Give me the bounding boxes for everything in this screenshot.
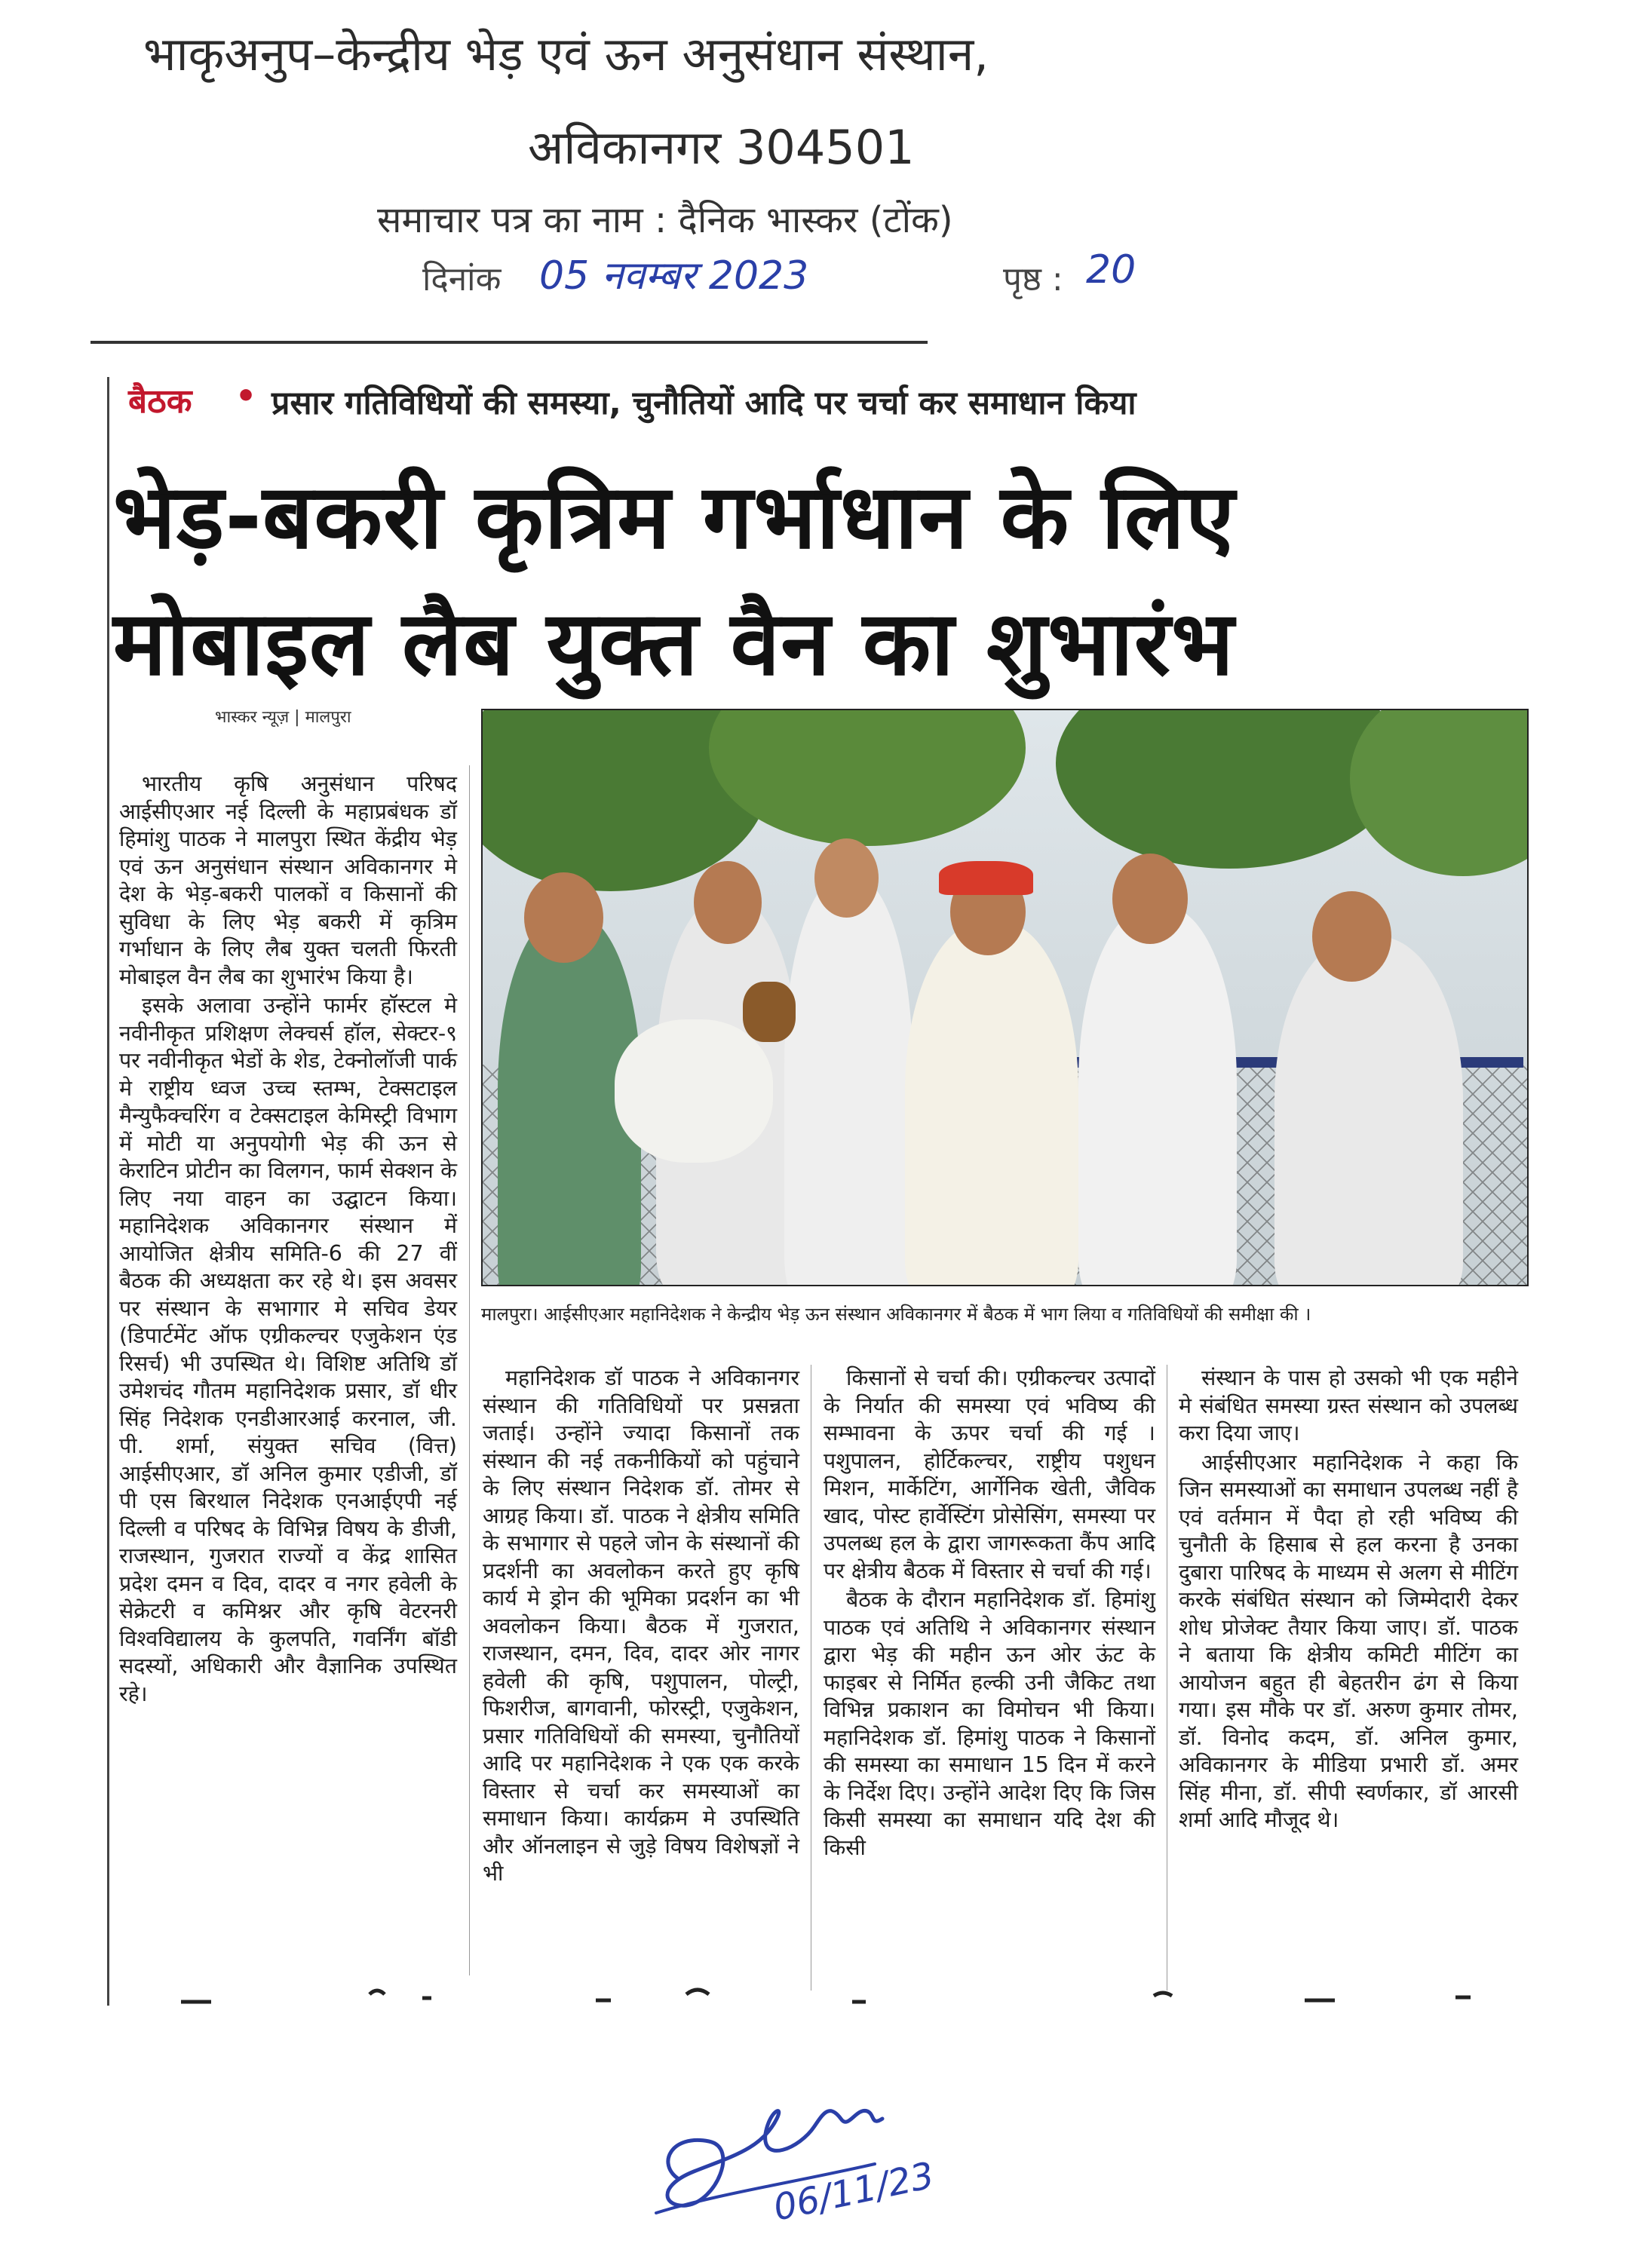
page-label: पृष्ठ : [1003, 260, 1063, 299]
paragraph: इसके अलावा उन्होंने फार्मर हॉस्टल मे नवीनीकृत प्रशिक्षण लेक्चर्स हॉल, सेक्टर-९ पर नवीनीकृत भेडों के शेड, टेक्नोलॉजी पार्क मे राष्ट्रीय ध्वज उच्च स्तम्भ, टेक्सटाइल मैन्युफैक्चरिंग व टेक्सटाइल केमिस्ट्री विभाग में मोटी या अनुपयोगी भेड़ की ऊन से केराटिन प्रोटीन का विलगन, फार्म सेक्शन के लिए नया वाहन का उद्घाटन किया। महानिदेशक अविकानगर संस्थान में आयोजित क्षेत्रीय समिति-6 की 27 वीं बैठक की अध्यक्षता कर रहे थे। इस अवसर पर संस्थान के सभागार मे सचिव डेयर (डिपार्टमेंट ऑफ एग्रीकल्चर एजुकेशन एंड रिसर्च) भी उपस्थित थे। विशिष्ट अतिथि डॉ उमेशचंद गौतम महानिदेशक प्रसार, डॉ धीर सिंह निदेशक एनडीआरआई करनाल, जी. पी. शर्मा, संयुक्त सचिव (वित्त) आईसीएआर, डॉ अनिल कुमार एडीजी, डॉ पी एस बिरथाल निदेशक एनआईएपी नई दिल्ली व परिषद के विभिन्न विषय के डीजी, राजस्थान, गुजरात राज्यों व केंद्र शासित प्रदेश दमन व दिव, दादर व नगर हवेली के सेक्रेटरी व कमिश्नर और कृषि वेटरनरी विश्वविद्यालय के कुलपति, गवर्निंग बॉडी सदस्यों, अधिकारी और वैज्ञानिक उपस्थित रहे। [119, 993, 457, 1706]
paragraph: महानिदेशक डॉ पाठक ने अविकानगर संस्थान की गतिविधियों पर प्रसन्नता जताई। उन्होंने ज्यादा किसानों तक संस्थान की नई तकनीकियों को पहुंचाने के लिए संस्थान निदेशक डॉ. तोमर से आग्रह किया। डॉ. पाठक ने क्षेत्रीय समिति के सभागार से पहले जोन के संस्थानों की प्रदर्शनी का अवलोकन करते हुए कृषि कार्य मे ड्रोन की भूमिका प्रदर्शन का भी अवलोकन किया। बैठक में गुजरात, राजस्थान, दमन, दिव, दादर ओर नागर हवेली की कृषि, पशुपालन, पोल्ट्री, फिशरीज, बागवानी, फोरस्ट्री, एजुकेशन, प्रसार गतिविधियों की समस्या, चुनौतियों आदि पर महानिदेशक ने एक एक करके विस्तार से चर्चा कर समस्याओं का समाधान किया। कार्यक्रम मे उपस्थिति और ऑनलाइन से जुड़े विषय विशेषज्ञों ने भी [483, 1365, 799, 1886]
photo-person [1078, 906, 1237, 1286]
signature-date: 06/11/23 [769, 2154, 938, 2230]
article-photo [481, 709, 1529, 1286]
handwritten-signature [626, 2051, 973, 2239]
photo-person-head [524, 872, 603, 963]
header-divider [90, 341, 928, 344]
newspaper-name: समाचार पत्र का नाम : दैनिक भास्कर (टोंक) [377, 199, 953, 241]
kicker-text: प्रसार गतिविधियों की समस्या, चुनौतियों आदि पर चर्चा कर समाधान किया [271, 385, 1136, 422]
photo-person [784, 876, 913, 1286]
page-value: 20 [1086, 247, 1136, 293]
date-value: 05 नवम्बर 2023 [539, 253, 809, 299]
institute-name-line1: भाकृअनुप–केन्द्रीय भेड़ एवं ऊन अनुसंधान संस्थान, [143, 26, 989, 81]
paragraph: आईसीएआर महानिदेशक ने कहा कि जिन समस्याओं का समाधान उपलब्ध नहीं है एवं वर्तमान में पैदा हो रही भविष्य की चुनौती के हिसाब से हल करना है उनका दुबारा पारिषद के माध्यम से अलग से मीटिंग करके संबंधित संस्थान को जिम्मेदारी देकर शोध प्रोजेक्ट तैयार किया जाए। डॉ. पाठक ने बताया कि क्षेत्रीय कमिटी मीटिंग का आयोजन बहुत ही बेहतरीन ढंग से किया गया। इस मौके पर डॉ. अरुण कुमार तोमर, डॉ. विनोद कदम, डॉ. अनिल कुमार, अविकानगर के मीडिया प्रभारी डॉ. अमर सिंह मीना, डॉ. सीपी स्वर्णकार, डॉ आरसी शर्मा आदि मौजूद थे। [1179, 1449, 1518, 1832]
article-column-1 [119, 771, 457, 1708]
article-column-4 [1179, 1365, 1518, 1834]
photo-person [905, 921, 1078, 1286]
date-label: दिनांक [422, 260, 502, 299]
paragraph: बैठक के दौरान महानिदेशक डॉ. हिमांशु पाठक एवं अतिथि ने अविकानगर संस्थान द्वारा भेड़ की महीन ऊन ओर ऊंट के फाइबर से निर्मित हल्की उनी जैकिट तथा विभिन्न प्रकाशन का विमोचन भी किया। महानिदेशक डॉ. हिमांशु पाठक ने किसानों की समस्या का समाधान 15 दिन में करने के निर्देश दिए। उन्होंने आदेश दिए कि जिस किसी समस्या का समाधान यदि देश की किसी [824, 1587, 1155, 1860]
photo-person-head [1312, 891, 1391, 982]
photo-caption: मालपुरा। आईसीएआर महानिदेशक ने केन्द्रीय भेड़ ऊन संस्थान अविकानगर में बैठक में भाग लिया व गतिविधियों की समीक्षा की । [481, 1304, 1311, 1325]
photo-person-head [814, 838, 879, 918]
photo-sheep-head [743, 982, 796, 1042]
article-column-2 [483, 1365, 799, 1888]
photo-person [1274, 936, 1463, 1286]
photo-turban [939, 861, 1033, 895]
clipping-left-edge [107, 377, 109, 2006]
paragraph: भारतीय कृषि अनुसंधान परिषद आईसीएआर नई दिल्ली के महाप्रबंधक डॉ हिमांशु पाठक ने मालपुरा स्थित केंद्रीय भेड़ एवं ऊन अनुसंधान संस्थान अविकानगर मे देश के भेड़-बकरी पालकों व किसानों की सुविधा के लिए भेड़ बकरी में कृत्रिम गर्भाधान के लिए लैब युक्त चलती फिरती मोबाइल वैन लैब का शुभारंभ किया है। [119, 771, 457, 989]
headline-line2: मोबाइल लैब युक्त वैन का शुभारंभ [113, 591, 1235, 695]
paragraph: संस्थान के पास हो उसको भी एक महीने मे संबंधित समस्या ग्रस्त संस्थान को उपलब्ध करा दिया जाए। [1179, 1365, 1518, 1445]
paragraph: किसानों से चर्चा की। एग्रीकल्चर उत्पादों के निर्यात की समस्या एवं भविष्य की सम्भावना के ऊपर चर्चा की गई । पशुपालन, होर्टिकल्चर, राष्ट्रीय पशुधन मिशन, मार्केटिंग, आर्गेनिक खेती, जैविक खाद, पोस्ट हार्वेस्टिंग प्रोसेसिंग, समस्या पर उपलब्ध हल के द्वारा जागरूकता कैंप आदि पर क्षेत्रीय बैठक में विस्तार से चर्चा की गई। [824, 1365, 1155, 1583]
photo-person-head [1112, 854, 1188, 944]
photo-person-head [694, 861, 762, 944]
headline-line1: भेड़-बकरी कृत्रिम गर्भाधान के लिए [113, 464, 1236, 569]
column-separator [469, 765, 470, 1975]
byline: भास्कर न्यूज़ | मालपुरा [215, 708, 351, 727]
institute-name-line2: अविकानगर 304501 [528, 120, 915, 175]
kicker-tag: बैठक [128, 382, 192, 421]
clipping-cut-edge [173, 1979, 1531, 2009]
article-column-3 [824, 1365, 1155, 1862]
photo-sheep [615, 1019, 773, 1163]
kicker-bullet: • [235, 377, 257, 415]
